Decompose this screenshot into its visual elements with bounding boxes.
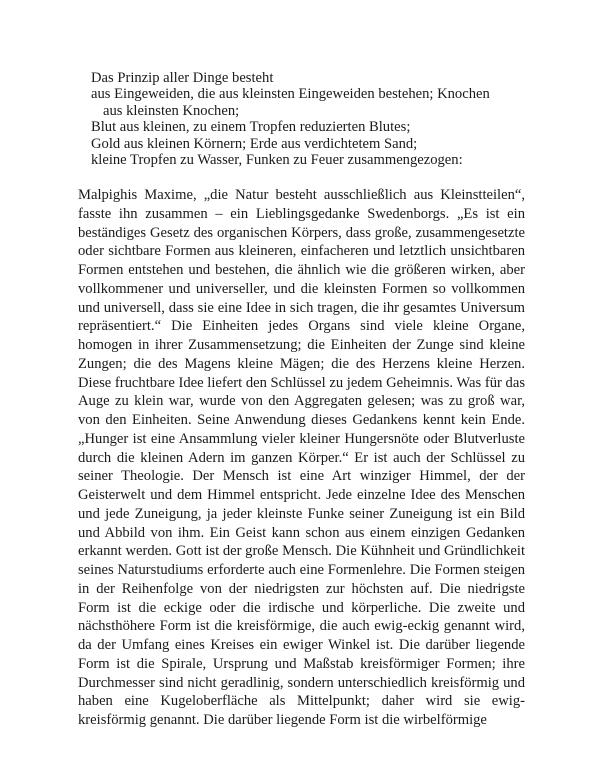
body-paragraph: Malpighis Maxime, „die Natur besteht ausschließlich aus Kleinstteilen“, fasste ihn zusammen – ein Lieblingsgedanke Swedenborgs. „Es ist ein beständiges Gesetz des organischen Körpers, dass große, zusammengesetzte oder sichtbare Formen aus kleineren, einfacheren und letztlich unsichtbaren Formen entstehen und bestehen, die ähnlich wie die größeren wirken, aber vollkommener und universeller, und die kleinsten Formen so vollkommen und universell, dass sie eine Idee in sich tragen, die ihr gesamtes Universum repräsentiert.“ Die Einheiten jedes Organs sind viele kleine Organe, homogen in ihrer Zusammensetzung; die Einheiten der Zunge sind kleine Zungen; die des Magens kleine Mägen; die des Herzens kleine Herzen. Diese fruchtbare Idee liefert den Schlüssel zu jedem Geheimnis. Was für das Auge zu klein war, wurde von den Aggregaten gelesen; was zu groß war, von den Einheiten. Seine Anwendung dieses Gedankens kennt kein Ende. „Hunger ist eine Ansammlung vieler kleiner Hungersnöte oder Blutverluste durch die kleinen Adern im ganzen Körper.“ Er ist auch der Schlüssel zu seiner Theologie. Der Mensch ist eine Art winziger Himmel, der der Geisterwelt und dem Himmel entspricht. Jede einzelne Idee des Menschen und jede Zuneigung, ja jeder kleinste Funke seiner Zuneigung ist ein Bild und Abbild von ihm. Ein Geist kann schon aus einem einzigen Gedanken erkannt werden. Gott ist der große Mensch. Die Kühnheit und Gründlichkeit seines Naturstudiums erforderte auch eine Formenlehre. Die Formen steigen in der Reihenfolge von der niedrigsten zur höchsten auf. Die niedrigste Form ist die eckige oder die irdische und körperliche. Die zweite und nächsthöhere Form ist die kreisförmige, die auch ewig-eckig genannt wird, da der Umfang eines Kreises ein ewiger Winkel ist. Die darüber liegende Form ist die Spirale, Ursprung und Maßstab kreisförmiger Formen; ihre Durchmesser sind nicht geradlinig, sondern unterschiedlich kreisförmig und haben eine Kugeloberfläche als Mittelpunkt; daher wird sie ewig-kreisförmig genannt. Die darüber liegende Form ist die wirbelförmige bbox=[78, 187, 525, 728]
verse-block bbox=[91, 70, 551, 168]
verse-line: aus Eingeweiden, die aus kleinsten Eingeweiden bestehen; Knochen bbox=[91, 86, 490, 103]
verse-line: aus kleinsten Knochen; bbox=[103, 102, 240, 119]
verse-line: kleine Tropfen zu Wasser, Funken zu Feuer zusammengezogen: bbox=[91, 152, 463, 169]
verse-line: Das Prinzip aller Dinge besteht bbox=[91, 70, 274, 86]
verse-line: Gold aus kleinen Körnern; Erde aus verdichtetem Sand; bbox=[91, 135, 418, 152]
verse-line: Blut aus kleinen, zu einem Tropfen reduzierten Blutes; bbox=[91, 119, 411, 136]
